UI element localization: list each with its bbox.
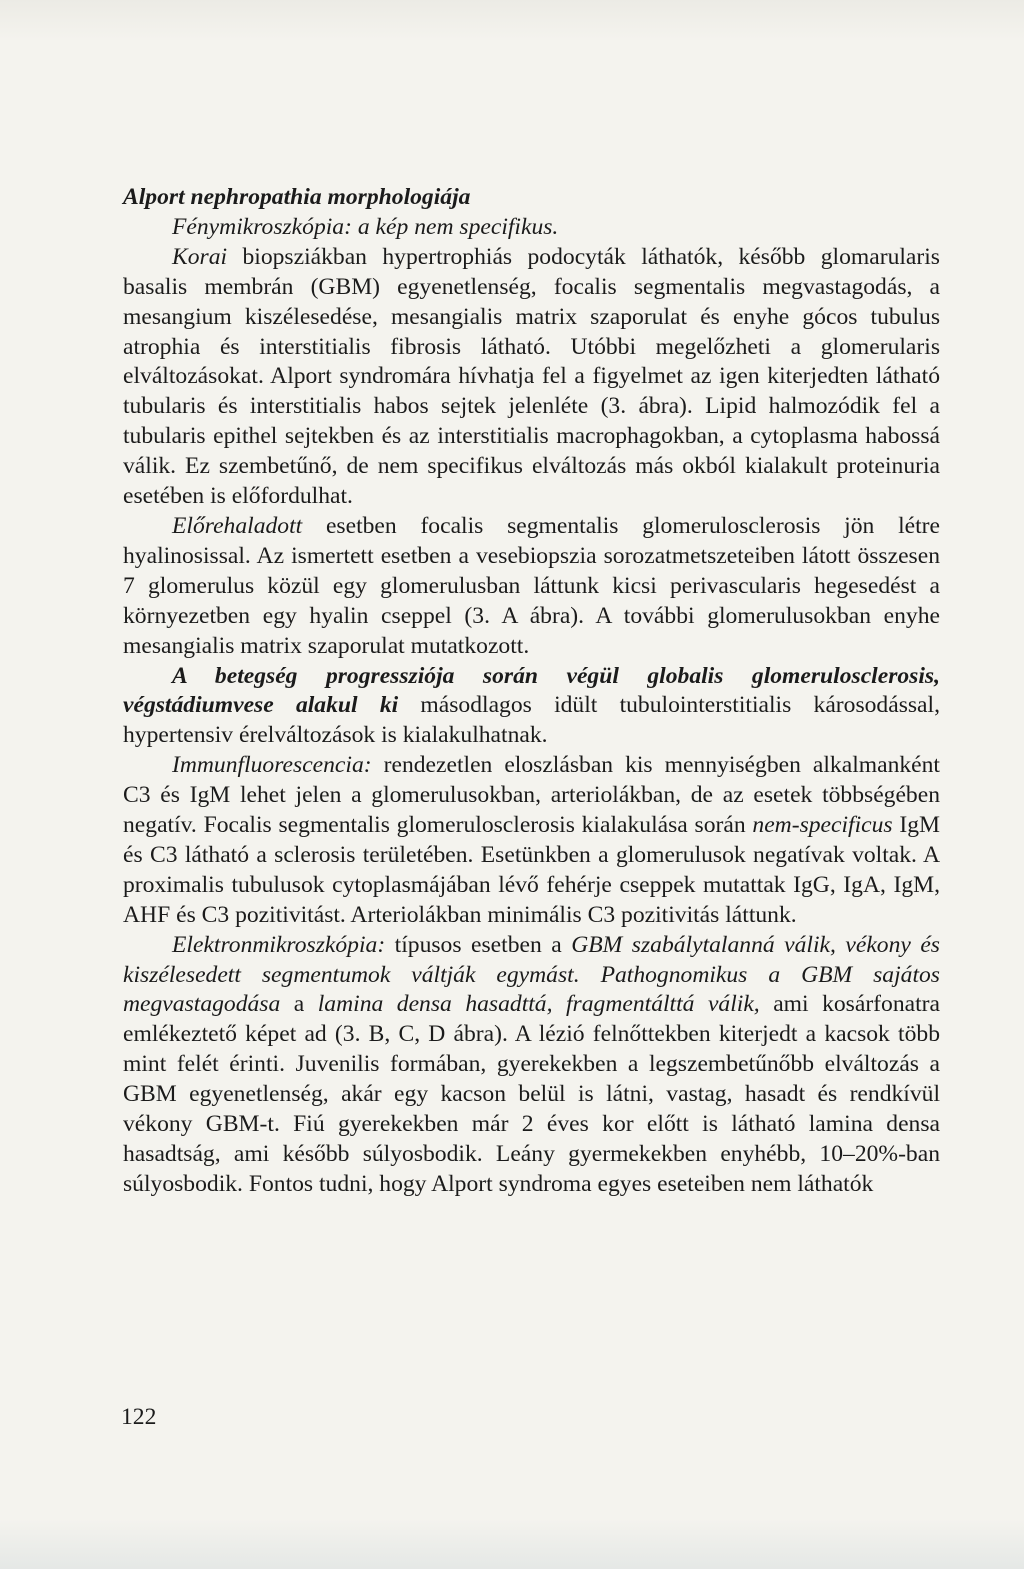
paragraph-immunfluorescencia [123, 751, 940, 930]
paragraph-emphasis-nem-specificus: nem-specificus [752, 812, 893, 839]
section-heading: Alport nephropathia morphologiája [123, 184, 471, 210]
subsection-heading: Fénymikroszkópia: a kép nem specifikus. [172, 213, 559, 240]
paragraph-lead-progresszio: A betegség progressziója során végül globalis glomerulosclerosis, végstádiumvese alakul ki [123, 662, 940, 719]
paragraph-text-progresszio: másodlagos idült tubulointerstitialis károsodással, hypertensiv érelváltozások is kialakulhatnak. [123, 692, 940, 749]
paragraph-text-korai: biopsziákban hypertrophiás podocyták láthatók, később glomarularis basalis membrán (GBM) egyenetlenség, focalis segmentalis megvastagodás, a mesangium kiszélesedése, mesangialis matrix szaporulat és enyhe gócos tubulus atrophia és interstitialis fibrosis látható. Utóbbi megelőzheti a glomerularis elváltozásokat. Alport syndromára hívhatja fel a figyelmet az igen kiterjedten látható tubularis és interstitialis habos sejtek jelenléte (3. ábra). Lipid halmozódik fel a tubularis epithel sejtekben és az interstitialis macrophagokban, a cytoplasma habossá válik. Ez szembetűnő, de nem specifikus elváltozás más okból kialakult proteinuria esetében is előfordulhat. [123, 243, 940, 510]
scan-edge-bottom [0, 1519, 1024, 1569]
paragraph-elorehaladott [123, 512, 940, 662]
paragraph-text-em-1: típusos esetben a [385, 931, 572, 958]
paragraph-korai [123, 243, 940, 512]
paragraph-emphasis-em-1: GBM szabálytalanná válik, vékony és kiszélesedett segmentumok váltják egymást. Pathognomikus a GBM sajátos megvastagodása [123, 931, 940, 1018]
paragraph-text-immunfluorescencia-2: IgM és C3 látható a sclerosis területében. Esetünkben a glomerulusok negatívak voltak. A proximalis tubulusok cytoplasmájában lévő fehérje cseppek mutattak IgG, IgA, IgM, AHF és C3 pozitivitást. Arteriolákban minimális C3 pozitivitás láttunk. [123, 812, 941, 928]
paragraph-text-immunfluorescencia-1: rendezetlen eloszlásban kis mennyiségben alkalmanként C3 és IgM lehet jelen a glomerulusokban, arteriolákban, de az esetek többségében negatív. Focalis segmentalis glomerulosclerosis kialakulása során [123, 752, 940, 839]
paragraph-text-em-3: ami kosárfonatra emlékeztető képet ad (3. B, C, D ábra). A lézió felnőttekben kiterjedt a kacsok több mint felét érinti. Juvenilis formában, gyerekekben a legszembetűnőbb elváltozás a GBM egyenetlenség, akár egy kacson belül is látni, vastag, hasadt és rendkívül vékony GBM-t. Fiú gyerekekben már 2 éves kor előtt is látható lamina densa hasadtság, ami később súlyosbodik. Leány gyermekekben enyhébb, 10–20%-ban súlyosbodik. Fontos tudni, hogy Alport syndroma egyes eseteiben nem láthatók [123, 991, 940, 1197]
paragraph-lead-elektronmikroszkopia: Elektronmikroszkópia: [172, 931, 386, 958]
paragraph-lead-elorehaladott: Előrehaladott [172, 512, 303, 539]
paragraph-elektronmikroszkopia [123, 931, 940, 1200]
paragraph-emphasis-em-2: lamina densa hasadttá, fragmentálttá válik, [317, 991, 760, 1018]
paragraph-progresszio [123, 662, 940, 752]
paragraph-lead-korai: Korai [172, 243, 228, 270]
paragraph-text-em-2: a [280, 991, 318, 1018]
paragraph-text-elorehaladott: esetben focalis segmentalis glomerulosclerosis jön létre hyalinosissal. Az ismertett esetben a vesebiopszia sorozatmetszeteiben látott összesen 7 glomerulus közül egy glomerulusban láttunk kicsi perivascularis hegesedést a környezetben egy hyalin cseppel (3. A ábra). A további glomerulusokban enyhe mesangialis matrix szaporulat mutatkozott. [123, 512, 940, 659]
scan-edge-top [0, 0, 1024, 40]
page-number: 122 [121, 1404, 157, 1430]
body-text-column [123, 183, 940, 1200]
paragraph-lead-immunfluorescencia: Immunfluorescencia: [172, 752, 372, 779]
